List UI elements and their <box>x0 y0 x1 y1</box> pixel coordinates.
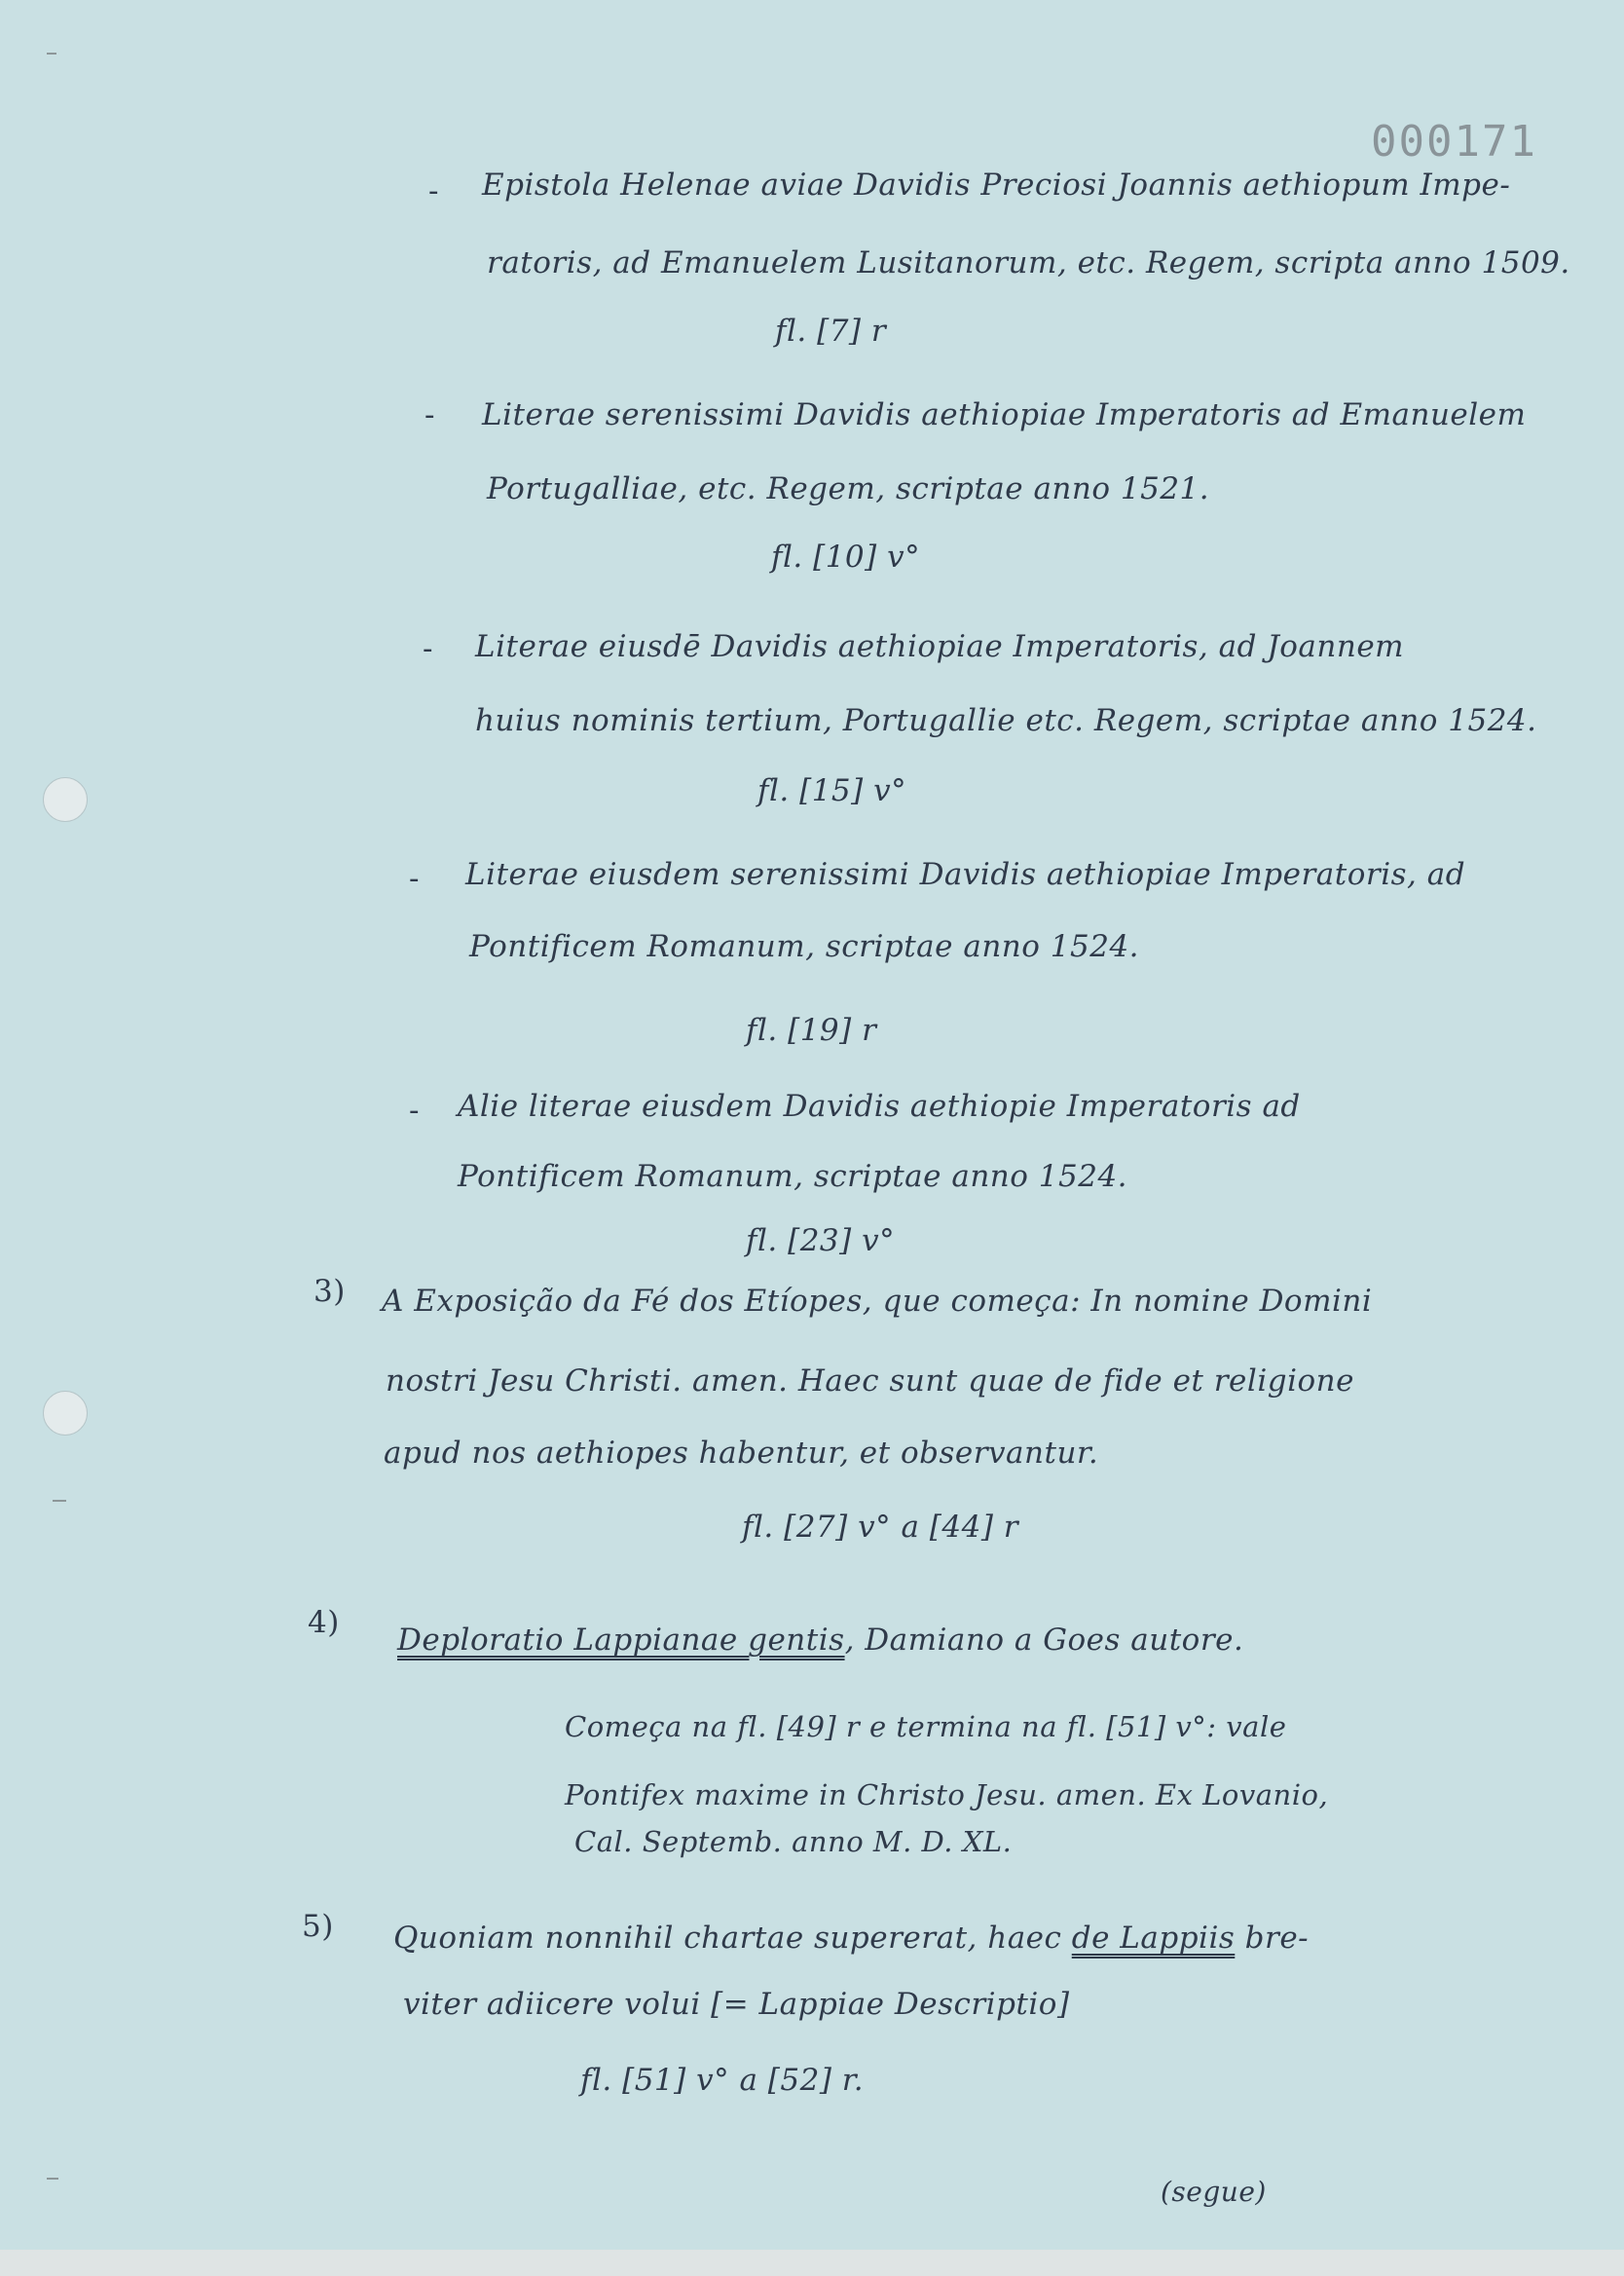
entry-5-line-1: Alie literae eiusdem Davidis aethiopie Imperatoris ad <box>458 1089 1301 1124</box>
entry-1-line-1: Epistola Helenae aviae Davidis Preciosi Joannis aethiopum Impe- <box>482 168 1511 203</box>
item-4-title-underlined: Deploratio Lappianae gentis <box>397 1623 845 1658</box>
item-5-underlined-phrase: de Lappiis <box>1071 1921 1236 1956</box>
item-3-line-3: apud nos aethiopes habentur, et observantur. <box>384 1436 1099 1471</box>
entry-1-folio: fl. [7] r <box>775 314 887 349</box>
scan-bottom-edge <box>0 2250 1624 2276</box>
entry-4-folio: fl. [19] r <box>746 1013 877 1048</box>
entry-1-line-2: ratoris, ad Emanuelem Lusitanorum, etc. Regem, scripta anno 1509. <box>487 245 1570 280</box>
entry-2-line-1: Literae serenissimi Davidis aethiopiae Imperatoris ad Emanuelem <box>482 397 1527 432</box>
margin-mark <box>47 53 56 55</box>
entry-5-folio: fl. [23] v° <box>746 1223 896 1258</box>
item-5-line-1 <box>393 1921 1309 1956</box>
entry-dash: - <box>424 397 435 432</box>
entry-3-line-1: Literae eiusdē Davidis aethiopiae Imperatoris, ad Joannem <box>475 629 1405 664</box>
entry-dash: - <box>409 861 420 896</box>
continuation-note: (segue) <box>1161 2176 1267 2208</box>
entry-3-line-2: huius nominis tertium, Portugallie etc. Regem, scriptae anno 1524. <box>475 703 1537 738</box>
item-5-line-2: viter adiicere volui [= Lappiae Descriptio] <box>403 1987 1070 2022</box>
item-4-title-rest: , Damiano a Goes autore. <box>844 1623 1244 1658</box>
item-4-note-1: Começa na fl. [49] r e termina na fl. [51] v°: vale <box>565 1710 1287 1743</box>
item-3-folio: fl. [27] v° a [44] r <box>742 1510 1019 1545</box>
item-4-title-line <box>397 1623 1243 1658</box>
entry-4-line-2: Pontificem Romanum, scriptae anno 1524. <box>469 929 1140 964</box>
entry-dash: - <box>409 1093 420 1128</box>
entry-2-folio: fl. [10] v° <box>771 540 921 575</box>
entry-dash: - <box>423 631 433 666</box>
archive-stamp-number: 000171 <box>1371 117 1537 167</box>
entry-3-folio: fl. [15] v° <box>757 773 907 808</box>
item-3-line-2: nostri Jesu Christi. amen. Haec sunt quae de fide et religione <box>386 1363 1354 1399</box>
item-5-line-1-start: Quoniam nonnihil chartae supererat, haec <box>393 1921 1072 1956</box>
margin-mark <box>53 1500 66 1502</box>
punch-hole <box>43 1391 88 1436</box>
item-4-note-2: Pontifex maxime in Christo Jesu. amen. Ex Lovanio, <box>565 1778 1329 1811</box>
margin-mark <box>47 2178 58 2180</box>
item-number: 3) <box>314 1274 346 1309</box>
entry-4-line-1: Literae eiusdem serenissimi Davidis aethiopiae Imperatoris, ad <box>465 857 1466 892</box>
item-4-note-3: Cal. Septemb. anno M. D. XL. <box>574 1825 1013 1858</box>
item-number: 4) <box>308 1605 340 1640</box>
item-number: 5) <box>302 1909 334 1944</box>
item-5-line-1-end: bre- <box>1235 1921 1310 1956</box>
item-5-folio: fl. [51] v° a [52] r. <box>580 2063 865 2098</box>
item-3-line-1: A Exposição da Fé dos Etíopes, que começa: In nomine Domini <box>382 1284 1373 1319</box>
entry-dash: - <box>428 173 439 208</box>
punch-hole <box>43 777 88 822</box>
entry-2-line-2: Portugalliae, etc. Regem, scriptae anno 1521. <box>487 471 1210 506</box>
entry-5-line-2: Pontificem Romanum, scriptae anno 1524. <box>458 1159 1128 1194</box>
